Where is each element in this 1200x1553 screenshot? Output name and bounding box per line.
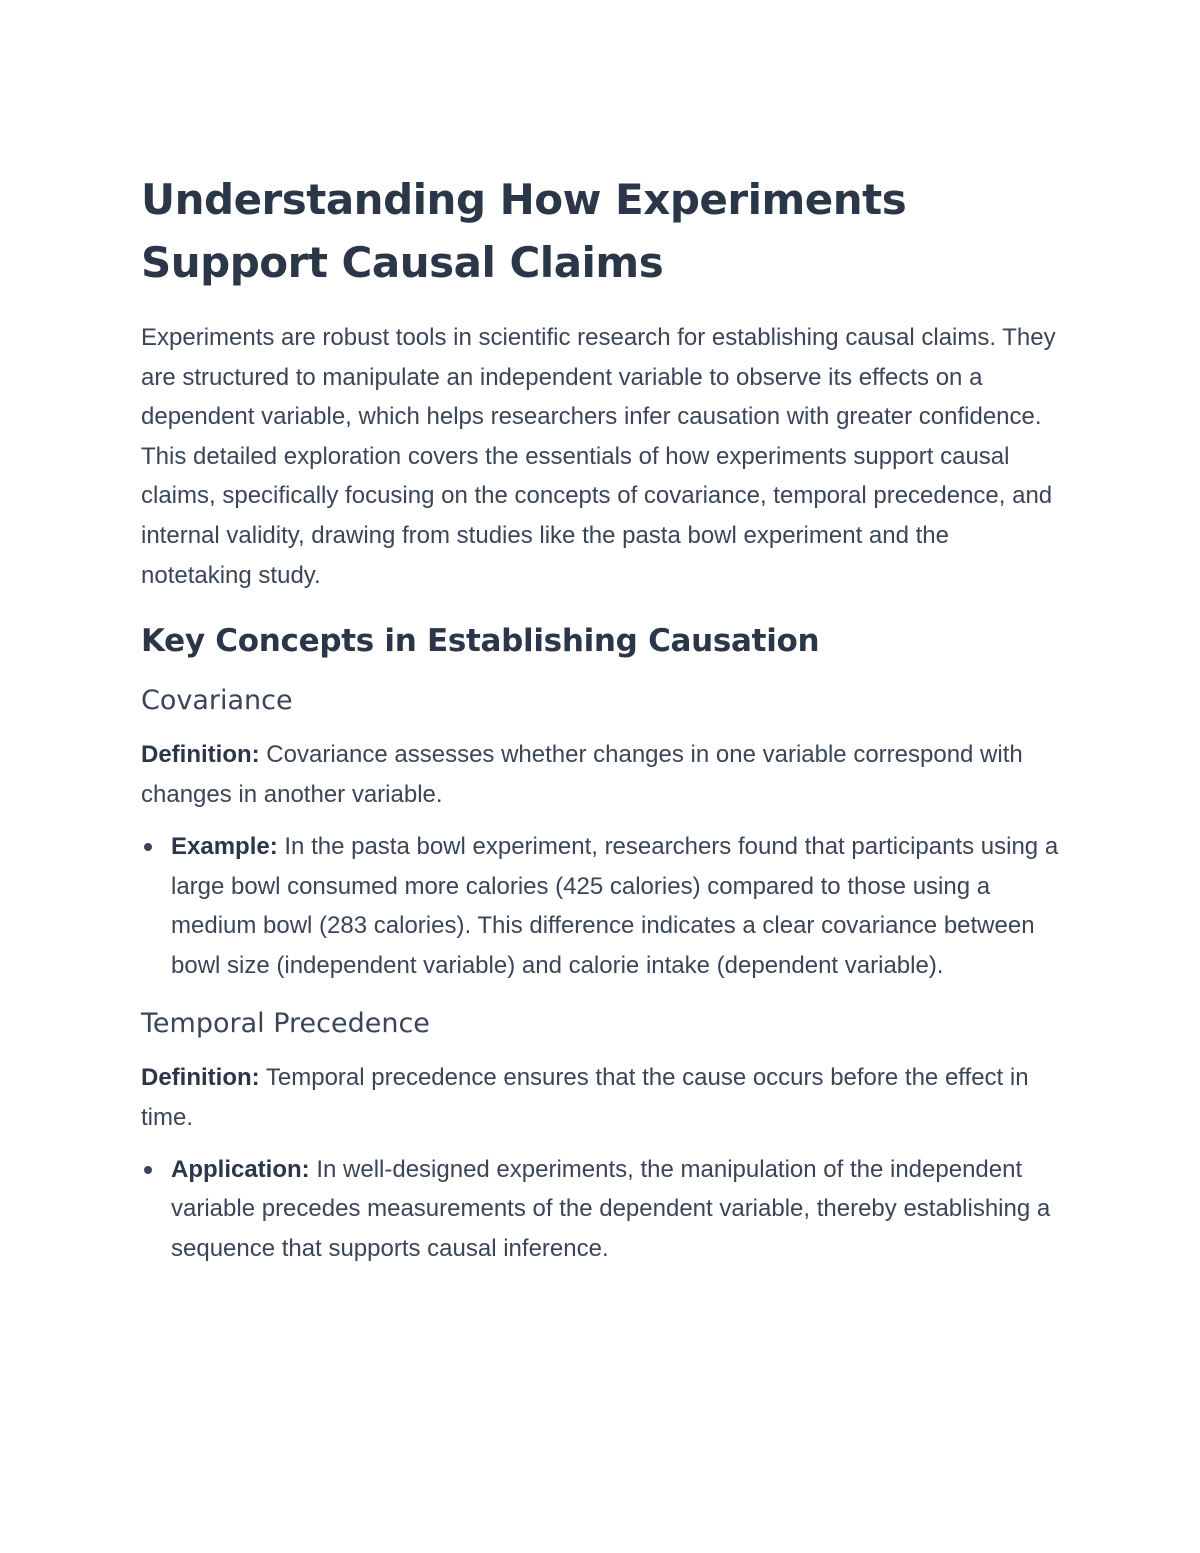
definition-paragraph	[141, 735, 1061, 815]
document-title: Understanding How Experiments Support Causal Claims	[141, 175, 907, 287]
definition-paragraph	[141, 1058, 1061, 1138]
definition-text: Covariance assesses whether changes in one variable correspond with changes in another variable.	[141, 741, 1023, 809]
bullet-dot-icon	[144, 843, 152, 851]
subsection-covariance	[141, 683, 1061, 985]
list-item	[141, 1150, 1061, 1269]
document-page	[141, 168, 1061, 1288]
bullet-label: Application:	[171, 1155, 310, 1183]
list-item	[141, 827, 1061, 985]
subsection-heading: Temporal Precedence	[141, 1007, 430, 1039]
definition-text: Temporal precedence ensures that the cause occurs before the effect in time.	[141, 1063, 1029, 1131]
bullet-text: In well-designed experiments, the manipulation of the independent variable precedes measurements of the dependent variable, thereby establishing a sequence that supports causal inference.	[171, 1155, 1051, 1262]
bullet-label: Example:	[171, 833, 278, 861]
bullet-list	[141, 827, 1061, 985]
subsection-temporal-precedence	[141, 1006, 1061, 1269]
intro-paragraph: Experiments are robust tools in scientific research for establishing causal claims. They are structured to manipulate an independent variable to observe its effects on a dependent variable, which helps researchers infer causation with greater confidence. This detailed exploration covers the essentials of how experiments support causal claims, specifically focusing on the concepts of covariance, temporal precedence, and internal validity, drawing from studies like the pasta bowl experiment and the notetaking study.	[141, 324, 1056, 589]
bullet-text: In the pasta bowl experiment, researchers found that participants using a large bowl consumed more calories (425 calories) compared to those using a medium bowl (283 calories). This difference indicates a clear covariance between bowl size (independent variable) and calorie intake (dependent variable).	[171, 833, 1059, 979]
definition-label: Definition:	[141, 1063, 260, 1091]
bullet-dot-icon	[144, 1166, 152, 1174]
section-heading: Key Concepts in Establishing Causation	[141, 623, 820, 660]
definition-label: Definition:	[141, 741, 260, 769]
bullet-list	[141, 1150, 1061, 1269]
subsection-heading: Covariance	[141, 685, 293, 717]
